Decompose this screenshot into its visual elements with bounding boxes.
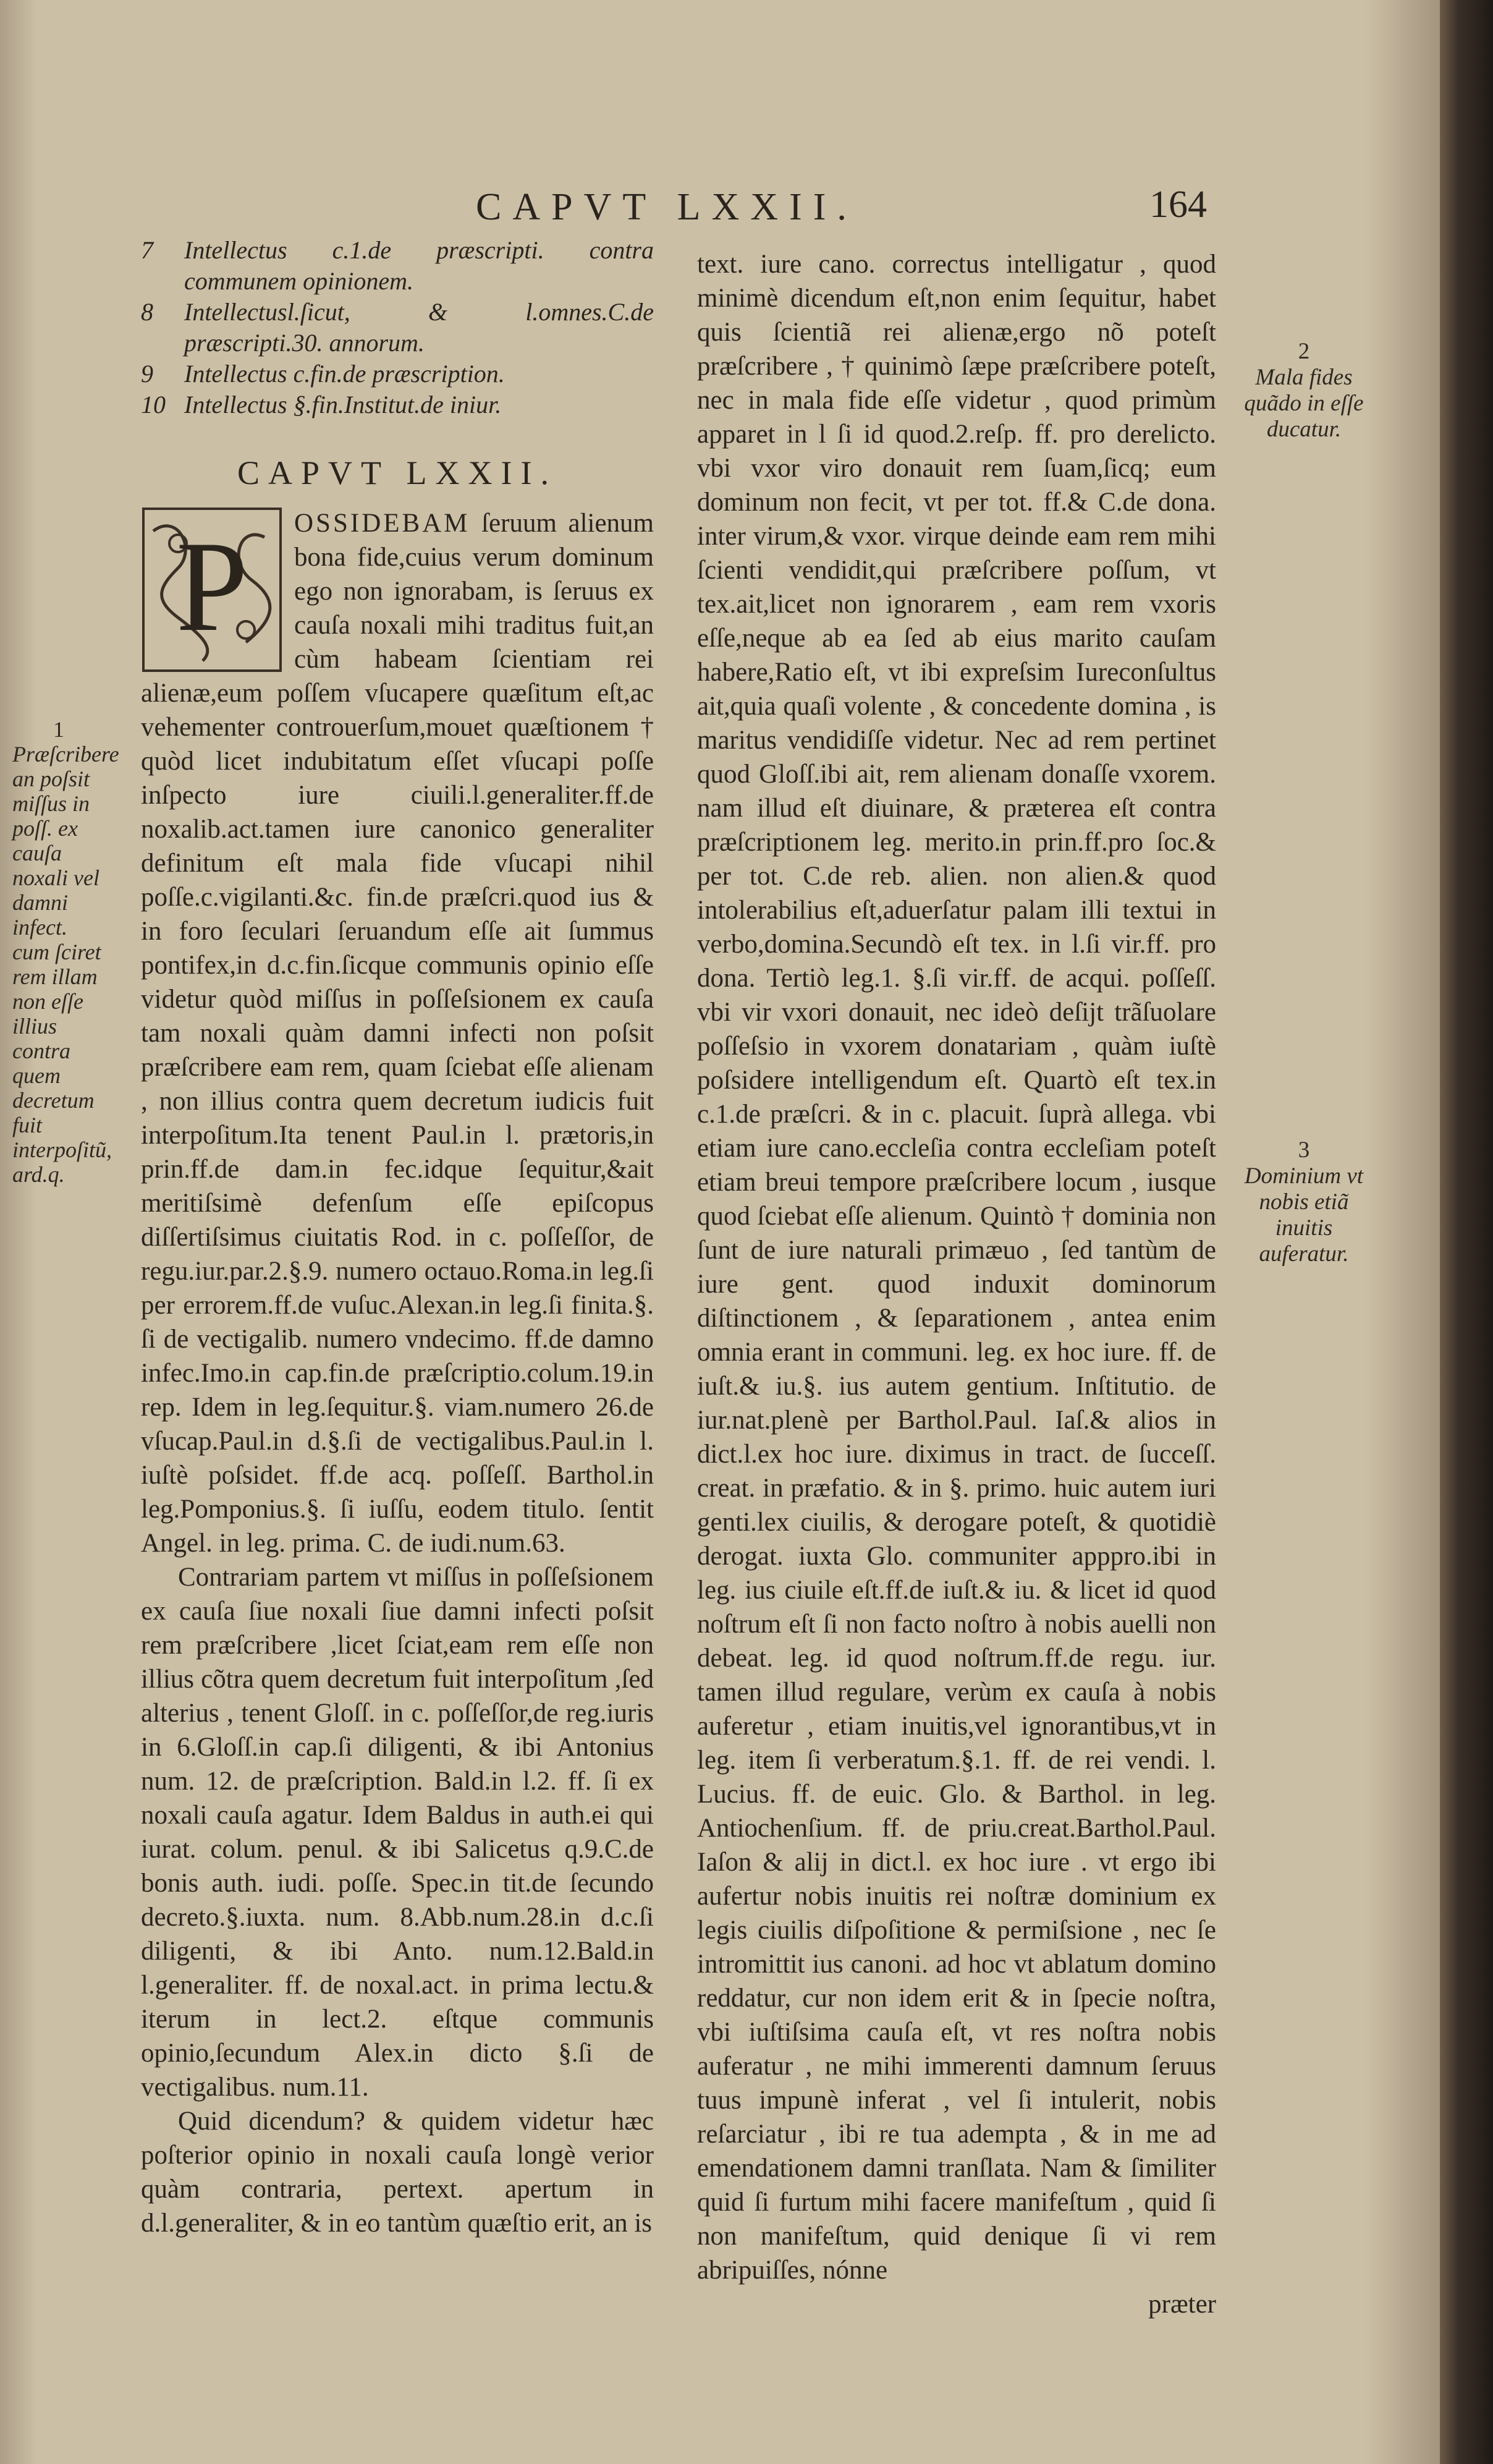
margin-note-2: 2 Mala fides quãdo in eſſe ducatur. bbox=[1244, 339, 1364, 442]
page-number: 164 bbox=[1149, 184, 1207, 226]
index-entry: 8 Intellectusl.ſicut, & l.omnes.C.de præscripti.30. annorum. bbox=[141, 298, 654, 357]
decorated-initial-p-icon bbox=[141, 506, 283, 673]
index-entry: 10 Intellectus §.fin.Institut.de iniur. bbox=[141, 391, 502, 418]
index-entry: 7 Intellectus c.1.de præscripti. contra communem opinionem. bbox=[141, 236, 654, 295]
right-column bbox=[697, 247, 1216, 2321]
paragraph-text: Contrariam partem vt miſſus in poſſeſsionem ex cauſa ſiue noxali ſiue damni infecti poſsit rem præſcribere ,licet ſciat,eam rem eſſe non illius cõtra quem decretum fuit interpoſitum ,ſed alterius , tenent Gloſſ. in c. poſſeſſor,de reg.iuris in 6.Gloſſ.in cap.ſi diligenti, & ibi Antonius num. 12. de præſcription. Bald.in l.2. ff. ſi ex noxali cauſa agatur. Idem Baldus in auth.ei qui iurat. colum. penul. & ibi Salicetus q.9.C.de bonis auth. iudi. poſſe. Spec.in tit.de ſecundo decreto.§.iuxta. num. 8.Abb.num.28.in d.c.ſi diligenti, & ibi Anto. num.12.Bald.in l.generaliter. ff. de noxal.act. in prima lectu.& iterum in lect.2. eſtque communis opinio,ſecundum Alex.in dicto §.ſi de vectigalibus. num.11. bbox=[141, 1563, 654, 2102]
catchword: præter bbox=[1148, 2290, 1216, 2319]
first-word-smallcaps: OSSIDEBAM bbox=[294, 509, 470, 538]
left-column bbox=[141, 235, 654, 2240]
paragraph-text: text. iure cano. correctus intelligatur , quod minimè dicendum eſt,non enim ſequitur, habet quis ſcientiã rei alienæ,ergo nõ poteſt præſcribere , † quinimò ſæpe præſcribere poteſt, nec in mala fide eſſe videtur , quod primùm apparet in l ſi id quod.2.reſp. ff. pro derelicto. vbi vxor viro donauit rem ſuam,ſicq; eum dominum non fecit, vt per tot. ff.& C.de dona. inter virum,& vxor. virque deinde eam rem mihi ſcienti vendidit,qui præſcribere poſſum, vt tex.ait,licet non ignorarem , eam rem vxoris eſſe,neque ab ea ſed ab eius marito cauſam habere,Ratio eſt, vt ibi expreſsim Iureconſultus ait,quia quaſi volente , & concedente domina , is maritus vendidiſſe videtur. Nec ad rem pertinet quod Gloſſ.ibi ait, rem alienam donaſſe vxorem. nam illud eſt diuinare, & præterea eſt contra præſcriptionem leg. merito.in prin.ff.pro ſoc.& per tot. C.de reb. alien. non alien.& quod intolerabilius eſt,aduerſatur palam illi textui in verbo,domina.Secundò eſt tex. in l.ſi vir.ff. pro dona. Tertiò leg.1. §.ſi vir.ff. de acqui. poſſeſſ. vbi vir vxori donauit, nec ideò deſijt trãſuolare poſſeſsio in vxorem donatariam , quàm iuſtè poſsidere intelligendum eſt. Quartò eſt tex.in c.1.de præſcri. & in c. placuit. ſuprà allega. vbi etiam iure cano.eccleſia contra eccleſiam poteſt etiam breui tempore præſcribere locum , iusque quod ſciebat eſſe alienum. Quintò † dominia non ſunt de iure naturali primæuo , ſed tantùm de iure gent. quod induxit dominorum diſtinctionem , & ſeparationem , antea enim omnia erant in communi. leg. ex hoc iure. ff. de iuſt.& iu.§. ius autem gentium. Inſtitutio. de iur.nat.plenè per Barthol.Paul. Iaſ.& alios in dict.l.ex hoc iure. diximus in tract. de ſucceſſ. creat. in præfatio. & in §. primo. huic autem iuri genti.lex ciuilis, & derogare poteſt, & quotidiè derogat. iuxta Glo. communiter apppro.ibi in leg. ius ciuile eſt.ff.de iuſt.& iu. & licet id quod noſtrum eſt ſi non facto noſtro à nobis auelli non debeat. leg. id quod noſtrum.ff.de regu. iur. tamen illud regulare, verùm ex cauſa à nobis auferetur , etiam inuitis,vel ignorantibus,vt in leg. item ſi verberatum.§.1. ff. de rei vendi. l. Lucius. ff. de euic. Glo. & Barthol. in leg. Antiochenſium. ff. de priu.creat.Barthol.Paul. Iaſon & alij in dict.l. ex hoc iure . vt ergo ibi aufertur nobis inuitis rei noſtræ dominium ex legis ciuilis diſpoſitione & permiſsione , nec ſe intromittit ius canoni. ad hoc vt ablatum domino reddatur, cur non idem erit & in ſpecie noſtra, vbi iuſtiſsima cauſa eſt, vt res noſtra nobis auferatur , ne mihi immerenti damnum ſeruus tuus impunè inferat , vel ſi intulerit, nobis reſarciatur , ibi re tua adempta , & in me ad emendationem damni tranſlata. Nam & ſimiliter quid ſi furtum mihi facere manifeſtum , quid ſi non manifeſtum, quid denique ſi vi rem abripuiſſes, nónne bbox=[697, 250, 1216, 2285]
margin-note-3: 3 Dominium vt nobis etiã inuitis auferatur. bbox=[1244, 1137, 1364, 1267]
chapter-index-list bbox=[141, 235, 654, 420]
book-edge bbox=[1440, 0, 1493, 2464]
running-title: CAPVT LXXII. bbox=[476, 186, 858, 228]
svg-text:P: P bbox=[176, 515, 248, 658]
first-paragraph-block bbox=[141, 506, 654, 1560]
chapter-heading: CAPVT LXXII. bbox=[237, 454, 557, 491]
paragraph-text: ſeruum alienum bona fide,cuius verum dominum ego non ignorabam, is ſeruus ex cauſa noxali mihi traditus fuit,an cùm habeam ſcientiam rei alienæ,eum poſſem vſucapere quæſitum eſt,ac vehementer controuerſum,mouet quæſtionem † quòd licet indubitatum eſſet vſucapi poſſe inſpecto iure ciuili.l.generaliter.ff.de noxalib.act.tamen iure canonico generaliter definitum eſt mala fide vſucapi nihil poſſe.c.vigilanti.&c. fin.de præſcri.quod ius & in foro ſeculari ſeruandum eſſe ait ſummus pontifex,in d.c.fin.ſicque communis opinio eſſe videtur quòd miſſus in poſſeſsionem ex cauſa tam noxali quàm damni infecti non poſsit præſcribere eam rem, quam ſciebat eſſe alienam , non illius contra quem decretum iudicis fuit interpoſitum.Ita tenent Paul.in l. prætoris,in prin.ff.de dam.in fec.idque ſequitur,&ait meritiſsimè defenſum eſſe epiſcopus diſſertiſsimus ciuitatis Rod. in c. poſſeſſor, de regu.iur.par.2.§.9. numero octauo.Roma.in leg.ſi per errorem.ff.de vuſuc.Alexan.in leg.ſi finita.§. ſi de vectigalib. numero vndecimo. ff.de damno infec.Imo.in cap.fin.de præſcriptio.colum.19.in rep. Idem in leg.ſequitur.§. viam.numero 26.de vſucap.Paul.in d.§.ſi de vectigalibus.Paul.in l. iuſtè poſsidet. ff.de acq. poſſeſſ. Barthol.in leg.Pomponius.§. ſi iuſſu, eodem titulo. ſentit Angel. in leg. prima. C. de iudi.num.63. bbox=[141, 509, 654, 1558]
paragraph-text: Quid dicendum? & quidem videtur hæc poſterior opinio in noxali cauſa longè verior quàm contraria, pertext. apertum in d.l.generaliter, & in eo tantùm quæſtio erit, an is bbox=[141, 2107, 654, 2238]
index-entry: 9 Intellectus c.fin.de præscription. bbox=[141, 360, 505, 388]
margin-note-1: 1 Præſcribere an poſsit miſſus in poſſ. ex cauſa noxali vel damni infect. cum ſciret rem illam non eſſe illius contra quem decretum fuit interpoſitũ, ard.q. bbox=[12, 717, 119, 1187]
